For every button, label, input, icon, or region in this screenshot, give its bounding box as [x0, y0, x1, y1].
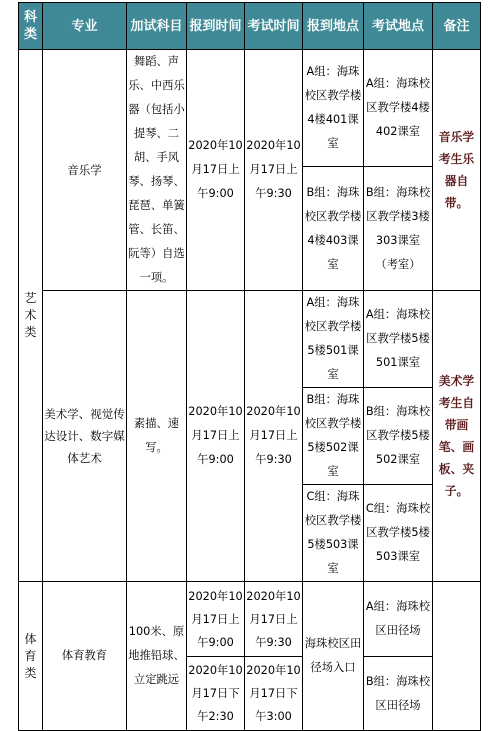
- header-report-place: 报到地点: [303, 3, 364, 50]
- exam-place-music-b: B组：海珠校区教学楼3楼303课室（考室）: [364, 167, 433, 291]
- report-place-fine-a: A组：海珠校区教学楼5楼501课室: [303, 291, 364, 388]
- header-exam-time: 考试时间: [245, 3, 303, 50]
- subject-pe: 100米、原地推铅球、立定跳远: [127, 582, 187, 731]
- subject-fine-arts: 素描、速写。: [127, 291, 187, 582]
- report-time-pe-b: 2020年10月17日下午2:30: [187, 657, 245, 731]
- exam-time-pe-b: 2020年10月17日下午3:00: [245, 657, 303, 731]
- category-pe: 体育类: [19, 582, 43, 731]
- exam-schedule-table: [18, 2, 481, 731]
- exam-place-pe-a: A组：海珠校区田径场: [364, 582, 433, 657]
- table-row: [19, 582, 481, 657]
- exam-place-fine-b: B组：海珠校区教学楼5楼502课室: [364, 388, 433, 485]
- header-report-time: 报到时间: [187, 3, 245, 50]
- report-time-music: 2020年10月17日上午9:00: [187, 50, 245, 291]
- report-place-pe: 海珠校区田径场入口: [303, 582, 364, 731]
- exam-time-fine-arts: 2020年10月17日上午9:30: [245, 291, 303, 582]
- exam-place-fine-a: A组：海珠校区教学楼5楼501课室: [364, 291, 433, 388]
- exam-place-music-a: A组：海珠校区教学楼4楼402课室: [364, 50, 433, 167]
- report-place-music-b: B组：海珠校区教学楼4楼403课室: [303, 167, 364, 291]
- report-time-pe-a: 2020年10月17日上午9:00: [187, 582, 245, 657]
- exam-place-fine-c: C组：海珠校区教学楼5楼503课室: [364, 485, 433, 582]
- header-row: [19, 3, 481, 50]
- subject-music: 舞蹈、声乐、中西乐器（包括小提琴、二胡、手风琴、扬琴、琵琶、单簧管、长笛、阮等）自选一项。: [127, 50, 187, 291]
- exam-place-pe-b: B组：海珠校区田径场: [364, 657, 433, 731]
- category-art: 艺术类: [19, 50, 43, 582]
- header-exam-place: 考试地点: [364, 3, 433, 50]
- note-fine-arts: 美术学考生自带画笔、画板、夹子。: [433, 291, 481, 582]
- major-music: 音乐学: [43, 50, 127, 291]
- note-music: 音乐学考生乐器自带。: [433, 50, 481, 291]
- header-major: 专业: [43, 3, 127, 50]
- major-fine-arts: 美术学、视觉传达设计、数字媒体艺术: [43, 291, 127, 582]
- header-subject: 加试科目: [127, 3, 187, 50]
- report-place-music-a: A组：海珠校区教学楼4楼401课室: [303, 50, 364, 167]
- major-pe: 体育教育: [43, 582, 127, 731]
- report-time-fine-arts: 2020年10月17日上午9:00: [187, 291, 245, 582]
- header-category: 科类: [19, 3, 43, 50]
- exam-time-pe-a: 2020年10月17日上午9:30: [245, 582, 303, 657]
- report-place-fine-b: B组：海珠校区教学楼5楼502课室: [303, 388, 364, 485]
- exam-time-music: 2020年10月17日上午9:30: [245, 50, 303, 291]
- report-place-fine-c: C组：海珠校区教学楼5楼503课室: [303, 485, 364, 582]
- table-row: [19, 291, 481, 388]
- note-pe: [433, 582, 481, 731]
- table-row: [19, 50, 481, 167]
- header-note: 备注: [433, 3, 481, 50]
